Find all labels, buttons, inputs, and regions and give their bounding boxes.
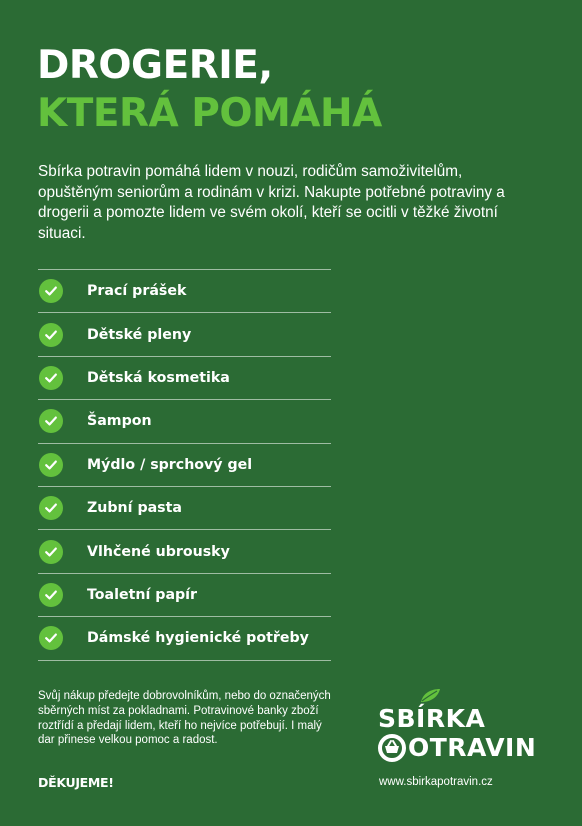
leaf-icon	[419, 688, 441, 704]
item-label: Dětská kosmetika	[87, 369, 230, 386]
basket-icon	[378, 734, 406, 762]
website-link[interactable]: www.sbirkapotravin.cz	[379, 776, 493, 788]
check-icon	[39, 323, 63, 347]
check-icon	[39, 626, 63, 650]
check-icon	[39, 409, 63, 433]
check-icon	[39, 366, 63, 390]
list-item	[38, 617, 331, 660]
list-item	[38, 444, 331, 487]
headline	[37, 42, 382, 138]
item-label: Vlhčené ubrousky	[87, 543, 230, 560]
item-label: Prací prášek	[87, 283, 187, 300]
check-icon	[39, 583, 63, 607]
logo	[378, 688, 558, 760]
check-icon	[39, 496, 63, 520]
list-item	[38, 313, 331, 356]
list-item	[38, 400, 331, 443]
thanks-text: DĚKUJEME!	[38, 775, 114, 790]
product-checklist	[38, 269, 331, 661]
item-label: Šampon	[87, 413, 152, 430]
item-label: Zubní pasta	[87, 500, 182, 517]
list-item	[38, 357, 331, 400]
item-label: Dámské hygienické potřeby	[87, 630, 309, 647]
list-item	[38, 487, 331, 530]
item-label: Mýdlo / sprchový gel	[87, 456, 253, 473]
headline-line-1: DROGERIE,	[37, 43, 273, 88]
headline-line-2: KTERÁ POMÁHÁ	[37, 91, 382, 136]
logo-line-2: OTRAVIN	[408, 733, 537, 762]
list-item	[38, 574, 331, 617]
check-icon	[39, 540, 63, 564]
item-label: Dětské pleny	[87, 326, 192, 343]
check-icon	[39, 453, 63, 477]
list-item	[38, 270, 331, 313]
intro-paragraph: Sbírka potravin pomáhá lidem v nouzi, rodičům samoživitelům, opuštěným seniorům a rodinám v krizi. Nakupte potřebné potraviny a drogerii a pomozte lidem ve svém okolí, kteří se ocitli v těžké životní situaci.	[38, 163, 505, 242]
item-label: Toaletní papír	[87, 586, 198, 603]
footer-text: Svůj nákup předejte dobrovolníkům, nebo do označených sběrných míst za pokladnami. Potravinové banky zboží roztřídí a předají lidem, kteří ho nejvíce potřebují. I malý dar přinese velkou pomoc a radost.	[38, 690, 331, 747]
check-icon	[39, 279, 63, 303]
list-item	[38, 530, 331, 573]
logo-line-1: SBÍRKA	[378, 704, 486, 733]
